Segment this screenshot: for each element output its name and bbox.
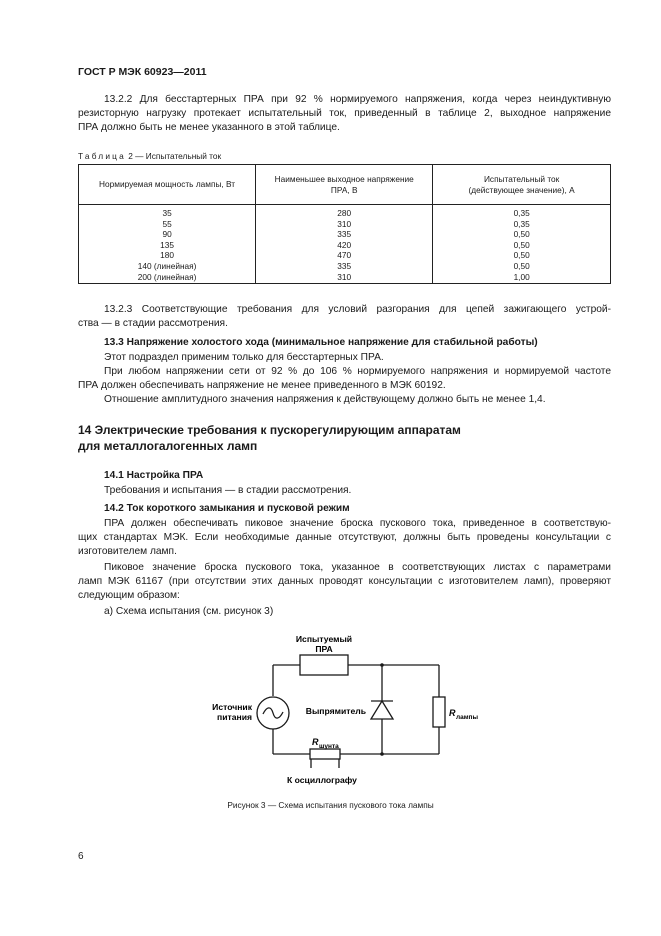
ac-sine-icon — [263, 708, 283, 718]
lamp-resistor — [433, 697, 445, 727]
ballast-box — [300, 655, 348, 675]
page-number: 6 — [78, 851, 84, 862]
ballast-label-line2: ПРА — [315, 644, 333, 654]
r-shunt-subscript: шунта — [319, 743, 339, 750]
table-row: 180 470 0,50 — [79, 250, 611, 261]
section-14-heading-line2: для металлогалогенных ламп — [78, 439, 258, 453]
junction-dot — [380, 752, 384, 756]
para-13-2-3-line2: ства — в стадии рассмотрения. — [78, 318, 228, 329]
section-14-1-heading: 14.1 Настройка ПРА — [104, 470, 204, 481]
para-13-2-2-line2: резисторную нагрузку протекает испытательный ток, приведенный в таблице 2, выходное напряжение — [78, 108, 611, 119]
col-header-current: Испытательный ток (действующее значение), А — [433, 165, 611, 205]
section-14-2-para-b-line1: Пиковое значение броска пускового тока, указанное в соответствующих листах с параметрами — [104, 562, 611, 573]
para-13-2-2-line1: 13.2.2 Для бесстартерных ПРА при 92 % нормируемого напряжения, когда через неиндуктивную — [104, 94, 611, 105]
section-14-2-para-a-line1: ПРА должен обеспечивать пиковое значение броска пускового тока, приведенное в соответствую- — [104, 518, 611, 529]
rectifier-label: Выпрямитель — [305, 706, 366, 716]
source-label-line2: питания — [217, 712, 252, 722]
section-14-2-para-b-line2: ламп МЭК 61167 (при отсутствии этих данных проводят консультации с изготовителем ламп), проверяют — [78, 576, 611, 587]
table-row: 55 310 0,35 — [79, 219, 611, 230]
section-14-2-heading: 14.2 Ток короткого замыкания и пусковой режим — [104, 503, 350, 514]
r-lamp-subscript: лампы — [456, 714, 479, 721]
table-caption-text: 2 — Испытательный ток — [128, 151, 222, 161]
document-header: ГОСТ Р МЭК 60923—2011 — [78, 66, 207, 78]
table-row: 35 280 0,35 — [79, 205, 611, 219]
list-item-a: а) Схема испытания (см. рисунок 3) — [104, 606, 274, 617]
section-13-3-heading: 13.3 Напряжение холостого хода (минимальное напряжение для стабильной работы) — [104, 337, 538, 348]
para-13-2-3-line1: 13.2.3 Соответствующие требования для условий разгорания для цепей зажигающего устрой- — [104, 304, 611, 315]
section-14-1-para: Требования и испытания — в стадии рассмотрения. — [104, 485, 352, 496]
ballast-label-line1: Испытуемый — [295, 634, 353, 644]
diode-triangle — [371, 701, 393, 719]
section-13-3-para2-line2: ПРА должен обеспечивать напряжение не менее приведенного в МЭК 60192. — [78, 380, 446, 391]
table-caption-label: Таблица — [78, 151, 126, 161]
section-14-2-para-a-line3: изготовителем ламп. — [78, 546, 177, 557]
section-13-3-para1: Этот подраздел применим только для бесстартерных ПРА. — [104, 352, 384, 363]
junction-dot — [380, 663, 384, 667]
table-row: 90 335 0,50 — [79, 229, 611, 240]
table-row: 140 (линейная) 335 0,50 — [79, 261, 611, 272]
col-header-voltage: Наименьшее выходное напряжение ПРА, В — [256, 165, 433, 205]
shunt-resistor — [310, 749, 340, 759]
figure-3-caption: Рисунок 3 — Схема испытания пускового тока лампы — [227, 800, 434, 810]
section-14-2-para-b-line3: следующим образом: — [78, 590, 180, 601]
table-row: 200 (линейная) 310 1,00 — [79, 272, 611, 284]
section-13-3-para3: Отношение амплитудного значения напряжения к действующему должно быть не менее 1,4. — [104, 394, 546, 405]
col-header-power: Нормируемая мощность лампы, Вт — [79, 165, 256, 205]
r-shunt-symbol: R — [312, 737, 319, 747]
scope-label: К осциллографу — [287, 775, 357, 785]
r-lamp-symbol: R — [449, 708, 456, 718]
section-14-heading-line1: 14 Электрические требования к пускорегулирующим аппаратам — [78, 423, 461, 437]
section-14-2-para-a-line2: щих стандартах МЭК. Если необходимые данные отсутствуют, должны быть проведены консультации с — [78, 532, 611, 543]
para-13-2-2-line3: ПРА должно быть не менее указанного в этой таблице. — [78, 122, 340, 133]
source-label-line1: Источник — [212, 702, 252, 712]
table-row: 135 420 0,50 — [79, 240, 611, 251]
section-13-3-para2-line1: При любом напряжении сети от 92 % до 106 % нормируемого напряжения и нормируемой частоте — [104, 366, 611, 377]
